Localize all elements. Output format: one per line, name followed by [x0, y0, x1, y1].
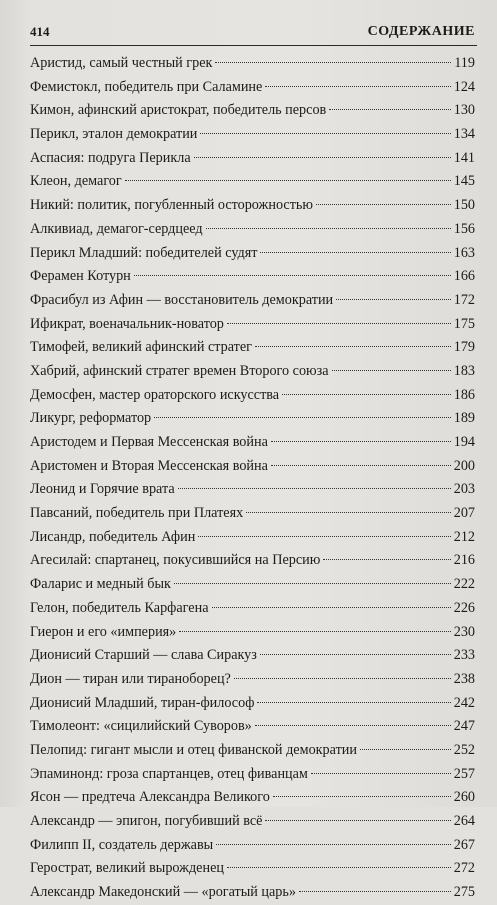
- dot-leader: [323, 559, 450, 560]
- toc-entry-title: Филипп II, создатель державы: [30, 836, 214, 853]
- toc-entry: [30, 478, 475, 502]
- toc-entry-page: 226: [453, 599, 475, 616]
- toc-entry-title: Александр — эпигон, погубивший всё: [30, 813, 263, 829]
- dot-leader: [154, 417, 451, 418]
- dot-leader: [216, 844, 451, 845]
- toc-entry: [30, 147, 475, 171]
- page-number: 414: [30, 24, 50, 39]
- toc-entry-page: 156: [453, 220, 475, 237]
- dot-leader: [271, 465, 451, 466]
- toc-entry-page: 207: [453, 505, 475, 522]
- toc-entry-page: 252: [453, 741, 475, 758]
- toc-entry-title: Гиерон и его «империя»: [30, 623, 177, 640]
- dot-leader: [299, 891, 451, 892]
- toc-entry-page: 260: [453, 789, 475, 806]
- toc-entry: [30, 857, 475, 881]
- toc-entry-page: 145: [453, 173, 475, 190]
- toc-entry: [30, 242, 475, 266]
- dot-leader: [311, 773, 451, 774]
- dot-leader: [273, 796, 451, 797]
- toc-entry: [30, 76, 475, 100]
- toc-entry: [30, 265, 475, 289]
- dot-leader: [125, 180, 451, 181]
- toc-entry-page: 267: [453, 836, 475, 853]
- toc-entry: [30, 834, 475, 858]
- toc-entry: [30, 881, 475, 905]
- toc-entry: [30, 573, 475, 597]
- table-of-contents: [30, 52, 475, 905]
- dot-leader: [227, 323, 451, 324]
- dot-leader: [212, 607, 451, 608]
- dot-leader: [134, 275, 451, 276]
- toc-entry-title: Аристид, самый честный грек: [30, 55, 213, 71]
- toc-entry-title: Герострат, великий вырожденец: [30, 860, 224, 877]
- dot-leader: [179, 631, 450, 632]
- toc-entry-title: Павсаний, победитель при Платеях: [30, 505, 244, 522]
- toc-entry-title: Дионисий Младший, тиран-философ: [30, 694, 255, 711]
- toc-entry-title: Ификрат, военачальник-новатор: [30, 315, 224, 332]
- toc-entry: [30, 218, 475, 242]
- toc-entry-page: 186: [453, 386, 475, 403]
- toc-entry-title: Аристодем и Первая Мессенская война: [30, 434, 268, 450]
- toc-entry: [30, 313, 475, 337]
- toc-entry-page: 189: [453, 410, 475, 427]
- toc-entry-page: 166: [453, 268, 475, 285]
- toc-entry-page: 275: [453, 884, 475, 901]
- toc-entry-title: Алкивиад, демагог-сердцеед: [30, 220, 203, 237]
- dot-leader: [234, 678, 451, 679]
- dot-leader: [227, 867, 451, 868]
- toc-entry-title: Аристомен и Вторая Мессенская война: [30, 457, 268, 474]
- toc-entry: [30, 431, 475, 455]
- toc-entry-title: Аспасия: подруга Перикла: [30, 149, 191, 166]
- dot-leader: [257, 702, 450, 703]
- dot-leader: [246, 512, 450, 513]
- toc-entry-page: 200: [453, 457, 475, 474]
- toc-entry-title: Перикл, эталон демократии: [30, 126, 198, 143]
- dot-leader: [174, 583, 451, 584]
- toc-entry-page: 163: [453, 244, 475, 261]
- toc-entry-page: 216: [453, 552, 475, 569]
- toc-entry: [30, 336, 475, 360]
- dot-leader: [265, 820, 450, 821]
- dot-leader: [282, 394, 451, 395]
- toc-entry-title: Демосфен, мастер ораторского искусства: [30, 386, 280, 403]
- toc-entry-page: 238: [453, 670, 475, 687]
- dot-leader: [265, 86, 450, 87]
- toc-entry-page: 179: [453, 339, 475, 356]
- toc-entry: [30, 407, 475, 431]
- toc-entry-page: 212: [453, 528, 475, 545]
- toc-entry: [30, 644, 475, 668]
- toc-entry: [30, 360, 475, 384]
- toc-entry-page: 230: [453, 623, 475, 640]
- toc-entry: [30, 194, 475, 218]
- dot-leader: [255, 346, 451, 347]
- toc-entry: [30, 99, 475, 123]
- toc-entry-page: 233: [453, 647, 475, 664]
- toc-entry-title: Клеон, демагог: [30, 173, 122, 190]
- toc-entry: [30, 763, 475, 787]
- toc-entry-title: Ясон — предтеча Александра Великого: [30, 789, 270, 806]
- toc-entry: [30, 621, 475, 645]
- toc-entry-title: Никий: политик, погубленный осторожностью: [30, 197, 313, 214]
- toc-entry-title: Дион — тиран или тираноборец?: [30, 670, 231, 687]
- toc-entry-page: 203: [453, 481, 475, 498]
- dot-leader: [336, 299, 451, 300]
- toc-entry-page: 150: [453, 197, 475, 214]
- dot-leader: [260, 252, 450, 253]
- dot-leader: [178, 488, 451, 489]
- toc-entry-page: 264: [453, 813, 475, 829]
- toc-entry-title: Фаларис и медный бык: [30, 576, 171, 593]
- toc-entry-title: Леонид и Горячие врата: [30, 481, 175, 498]
- dot-leader: [206, 228, 451, 229]
- toc-entry: [30, 597, 475, 621]
- toc-entry-page: 272: [453, 860, 475, 877]
- toc-entry: [30, 170, 475, 194]
- toc-entry-page: 257: [453, 765, 475, 782]
- toc-entry-page: 119: [454, 55, 475, 71]
- dot-leader: [215, 62, 451, 63]
- toc-entry: [30, 739, 475, 763]
- toc-entry-title: Александр Македонский — «рогатый царь»: [30, 884, 296, 901]
- toc-entry-title: Тимолеонт: «сицилийский Суворов»: [30, 718, 252, 735]
- toc-entry-page: 194: [453, 434, 475, 450]
- toc-entry-title: Перикл Младший: победителей судят: [30, 244, 258, 261]
- dot-leader: [332, 370, 451, 371]
- dot-leader: [194, 157, 451, 158]
- toc-entry-title: Ферамен Котурн: [30, 268, 131, 285]
- toc-entry-page: 222: [453, 576, 475, 593]
- toc-entry-page: 183: [453, 362, 475, 379]
- toc-entry: [30, 786, 475, 810]
- toc-entry: [30, 526, 475, 550]
- toc-entry-title: Кимон, афинский аристократ, победитель персов: [30, 102, 327, 119]
- toc-entry-page: 172: [453, 291, 475, 308]
- toc-entry-title: Тимофей, великий афинский стратег: [30, 339, 252, 356]
- dot-leader: [260, 654, 451, 655]
- toc-entry-title: Пелопид: гигант мысли и отец фиванской демократии: [30, 741, 357, 758]
- toc-entry: [30, 668, 475, 692]
- dot-leader: [360, 749, 451, 750]
- toc-entry-title: Эпаминонд: гроза спартанцев, отец фиванцам: [30, 765, 308, 782]
- toc-entry: [30, 384, 475, 408]
- dot-leader: [200, 133, 450, 134]
- toc-entry: [30, 715, 475, 739]
- toc-entry-title: Фрасибул из Афин — восстановитель демократии: [30, 291, 334, 308]
- toc-entry-title: Хабрий, афинский стратег времен Второго союза: [30, 362, 329, 379]
- toc-entry-title: Агесилай: спартанец, покусившийся на Персию: [30, 552, 321, 569]
- toc-entry: [30, 455, 475, 479]
- toc-entry: [30, 549, 475, 573]
- dot-leader: [255, 725, 451, 726]
- toc-entry-page: 242: [453, 694, 475, 711]
- header-divider: [30, 45, 477, 46]
- section-title: СОДЕРЖАНИЕ: [367, 24, 475, 39]
- toc-entry: [30, 123, 475, 147]
- toc-entry-title: Лисандр, победитель Афин: [30, 528, 196, 545]
- toc-entry-page: 247: [453, 718, 475, 735]
- toc-entry: [30, 692, 475, 716]
- page-header: [30, 24, 475, 44]
- toc-entry: [30, 289, 475, 313]
- toc-entry: [30, 502, 475, 526]
- toc-entry-title: Фемистокл, победитель при Саламине: [30, 78, 263, 95]
- dot-leader: [198, 536, 450, 537]
- dot-leader: [316, 204, 451, 205]
- dot-leader: [329, 109, 450, 110]
- toc-entry-page: 134: [453, 126, 475, 143]
- toc-entry-title: Дионисий Старший — слава Сиракуз: [30, 647, 257, 664]
- toc-entry-page: 130: [453, 102, 475, 119]
- toc-entry-title: Ликург, реформатор: [30, 410, 152, 427]
- dot-leader: [271, 441, 451, 442]
- toc-entry-page: 124: [453, 78, 475, 95]
- toc-entry: [30, 52, 475, 76]
- toc-entry-page: 175: [453, 315, 475, 332]
- toc-entry-title: Гелон, победитель Карфагена: [30, 599, 209, 616]
- toc-entry: [30, 810, 475, 834]
- toc-entry-page: 141: [453, 149, 475, 166]
